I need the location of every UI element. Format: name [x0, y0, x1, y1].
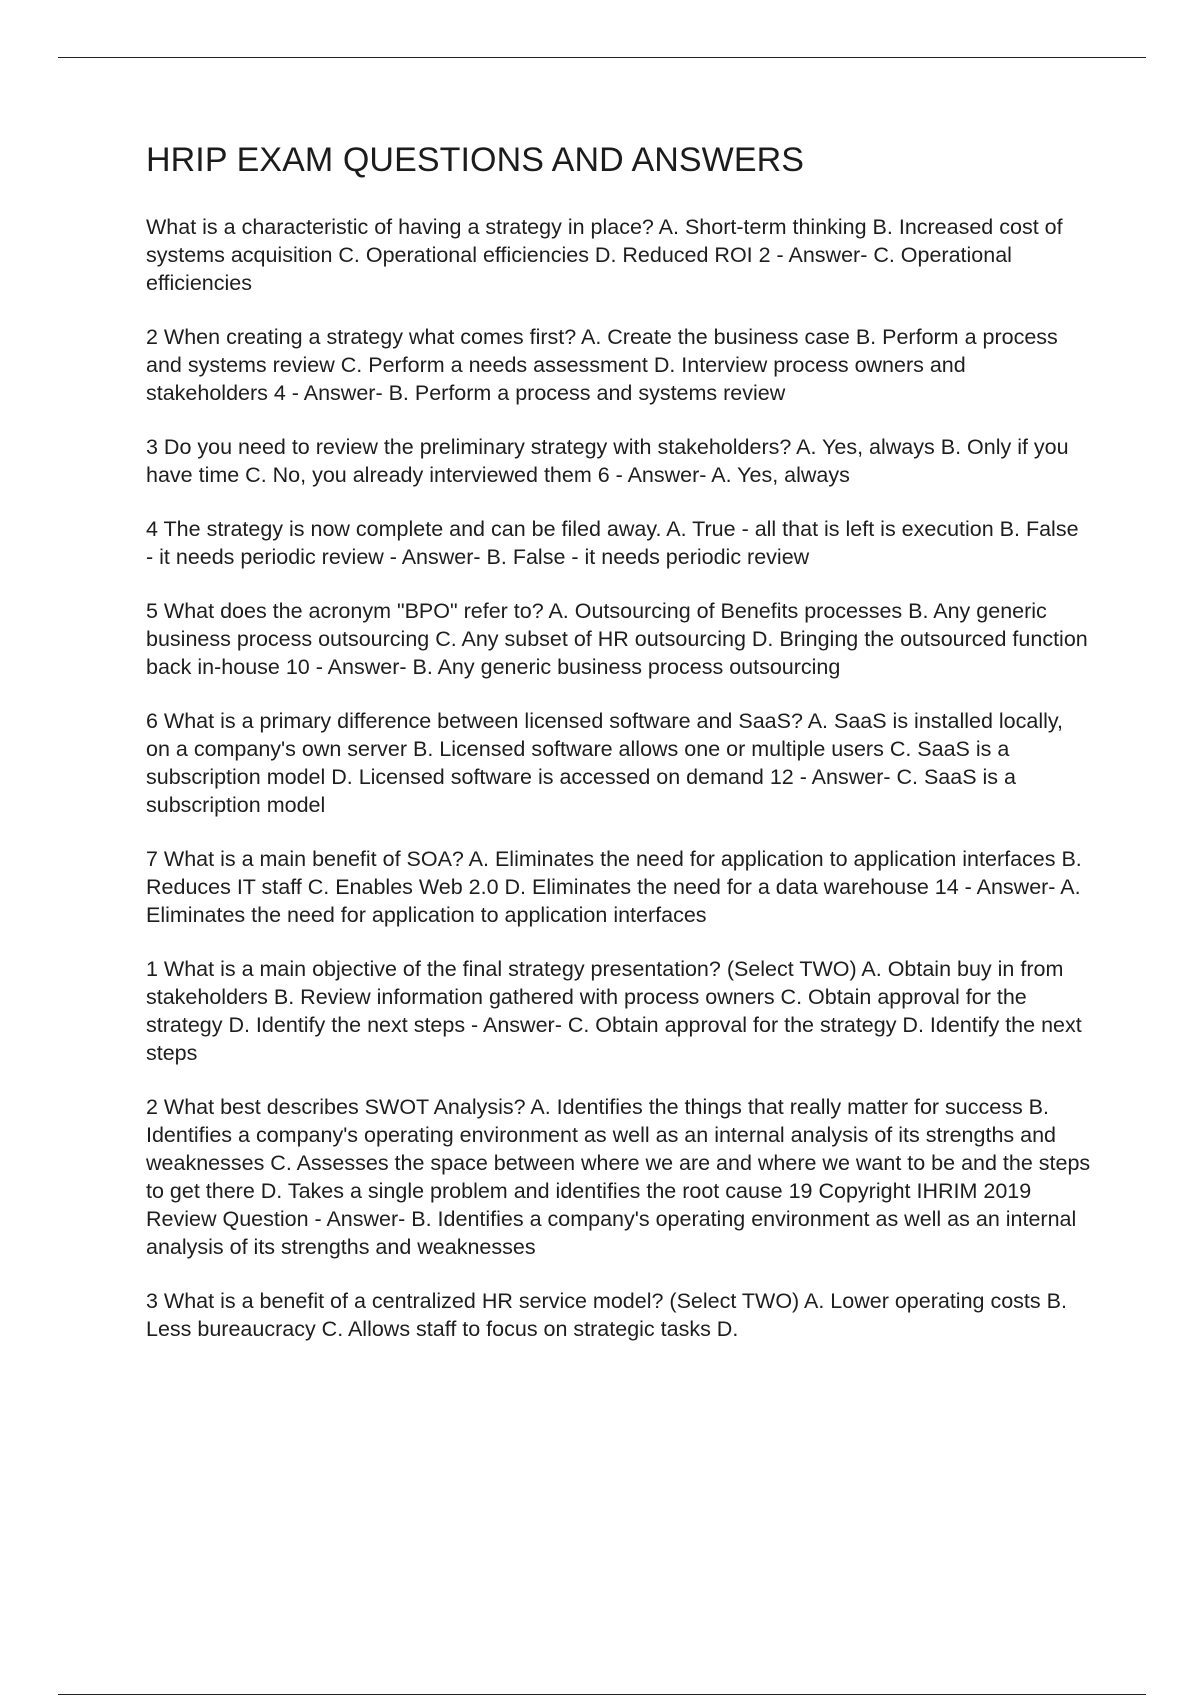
- qa-item-1: What is a characteristic of having a strategy in place? A. Short-term thinking B. Increased cost of systems acquisition C. Operational efficiencies D. Reduced ROI 2 - Answer- C. Operational efficiencies: [146, 214, 1063, 295]
- document-title: HRIP EXAM QUESTIONS AND ANSWERS: [146, 141, 805, 179]
- document-body: [146, 140, 1091, 1369]
- qa-item-3: 3 Do you need to review the preliminary strategy with stakeholders? A. Yes, always B. Only if you have time C. No, you already interviewed them 6 - Answer- A. Yes, always: [146, 434, 1069, 487]
- qa-item-6: 6 What is a primary difference between licensed software and SaaS? A. SaaS is installed locally, on a company's own server B. Licensed software allows one or multiple users C. SaaS is a subscription model D. Licensed software is accessed on demand 12 - Answer- C. SaaS is a subscription model: [146, 708, 1064, 817]
- qa-list: [146, 213, 1091, 1343]
- qa-item-2: 2 When creating a strategy what comes first? A. Create the business case B. Perform a process and systems review C. Perform a needs assessment D. Interview process owners and stakeholders 4 - Answer- B. Perform a process and systems review: [146, 324, 1058, 405]
- qa-item-9: 2 What best describes SWOT Analysis? A. Identifies the things that really matter for success B. Identifies a company's operating environment as well as an internal analysis of its strengths and weaknesses C. Assesses the space between where we are and where we want to be and the steps to get there D. Takes a single problem and identifies the root cause 19 Copyright IHRIM 2019 Review Question - Answer- B. Identifies a company's operating environment as well as an internal analysis of its strengths and weaknesses: [146, 1094, 1091, 1259]
- top-rule: [58, 57, 1146, 58]
- qa-item-5: 5 What does the acronym "BPO" refer to? A. Outsourcing of Benefits processes B. Any generic business process outsourcing C. Any subset of HR outsourcing D. Bringing the outsourced function back in-house 10 - Answer- B. Any generic business process outsourcing: [146, 598, 1088, 679]
- qa-item-8: 1 What is a main objective of the final strategy presentation? (Select TWO) A. Obtain buy in from stakeholders B. Review information gathered with process owners C. Obtain approval for the strategy D. Identify the next steps - Answer- C. Obtain approval for the strategy D. Identify the next steps: [146, 956, 1082, 1065]
- qa-item-10: 3 What is a benefit of a centralized HR service model? (Select TWO) A. Lower operating costs B. Less bureaucracy C. Allows staff to focus on strategic tasks D.: [146, 1288, 1067, 1341]
- bottom-rule: [58, 1694, 1146, 1695]
- qa-item-4: 4 The strategy is now complete and can be filed away. A. True - all that is left is execution B. False - it needs periodic review - Answer- B. False - it needs periodic review: [146, 516, 1079, 569]
- qa-item-7: 7 What is a main benefit of SOA? A. Eliminates the need for application to application interfaces B. Reduces IT staff C. Enables Web 2.0 D. Eliminates the need for a data warehouse 14 - Answer- A. Eliminates the need for application to application interfaces: [146, 846, 1082, 927]
